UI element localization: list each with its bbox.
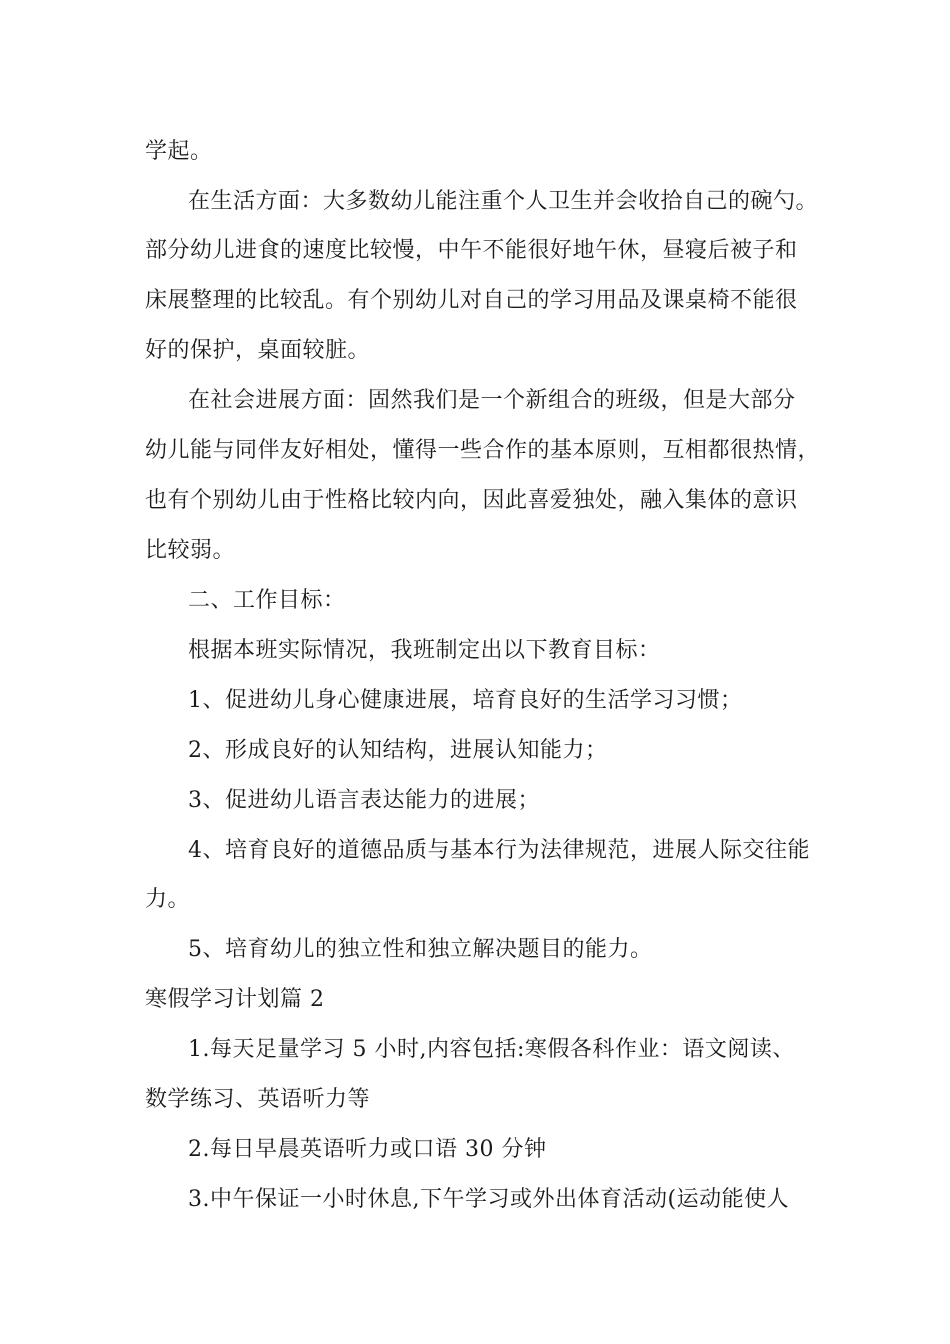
list-item: 3、促进幼儿语言表达能力的进展； (188, 788, 540, 813)
text-line: 数学练习、英语听力等 (145, 1087, 371, 1112)
text-line: 力。 (145, 887, 191, 912)
text-line: 床展整理的比较乱。有个别幼儿对自己的学习用品及课桌椅不能很 (145, 288, 798, 313)
section-title: 寒假学习计划篇 2 (145, 987, 325, 1012)
list-item: 1、促进幼儿身心健康进展，培育良好的生活学习习惯； (188, 688, 743, 713)
text-line: 根据本班实际情况，我班制定出以下教育目标： (188, 638, 661, 663)
list-item: 1.每天足量学习 5 小时,内容包括:寒假各科作业：语文阅读、 (188, 1037, 795, 1062)
list-item: 2、形成良好的认知结构，进展认知能力； (188, 738, 608, 763)
list-item: 5、培育幼儿的独立性和独立解决题目的能力。 (188, 937, 653, 962)
text-line: 学起。 (145, 139, 213, 164)
text-line: 部分幼儿进食的速度比较慢，中午不能很好地午休，昼寝后被子和 (145, 238, 798, 263)
list-item: 2.每日早晨英语听力或口语 30 分钟 (188, 1137, 547, 1162)
section-heading: 二、工作目标： (188, 588, 346, 613)
text-line: 在生活方面：大多数幼儿能注重个人卫生并会收拾自己的碗勺。 (188, 189, 819, 214)
text-line: 在社会进展方面：固然我们是一个新组合的班级，但是大部分 (188, 388, 796, 413)
text-line: 也有个别幼儿由于性格比较内向，因此喜爱独处，融入集体的意识 (145, 488, 798, 513)
list-item: 3.中午保证一小时休息,下午学习或外出体育活动(运动能使人 (188, 1187, 790, 1212)
list-item: 4、培育良好的道德品质与基本行为法律规范，进展人际交往能 (188, 838, 810, 863)
text-line: 好的保护，桌面较脏。 (145, 338, 371, 363)
text-line: 比较弱。 (145, 538, 236, 563)
text-line: 幼儿能与同伴友好相处，懂得一些合作的基本原则，互相都很热情， (145, 438, 821, 463)
